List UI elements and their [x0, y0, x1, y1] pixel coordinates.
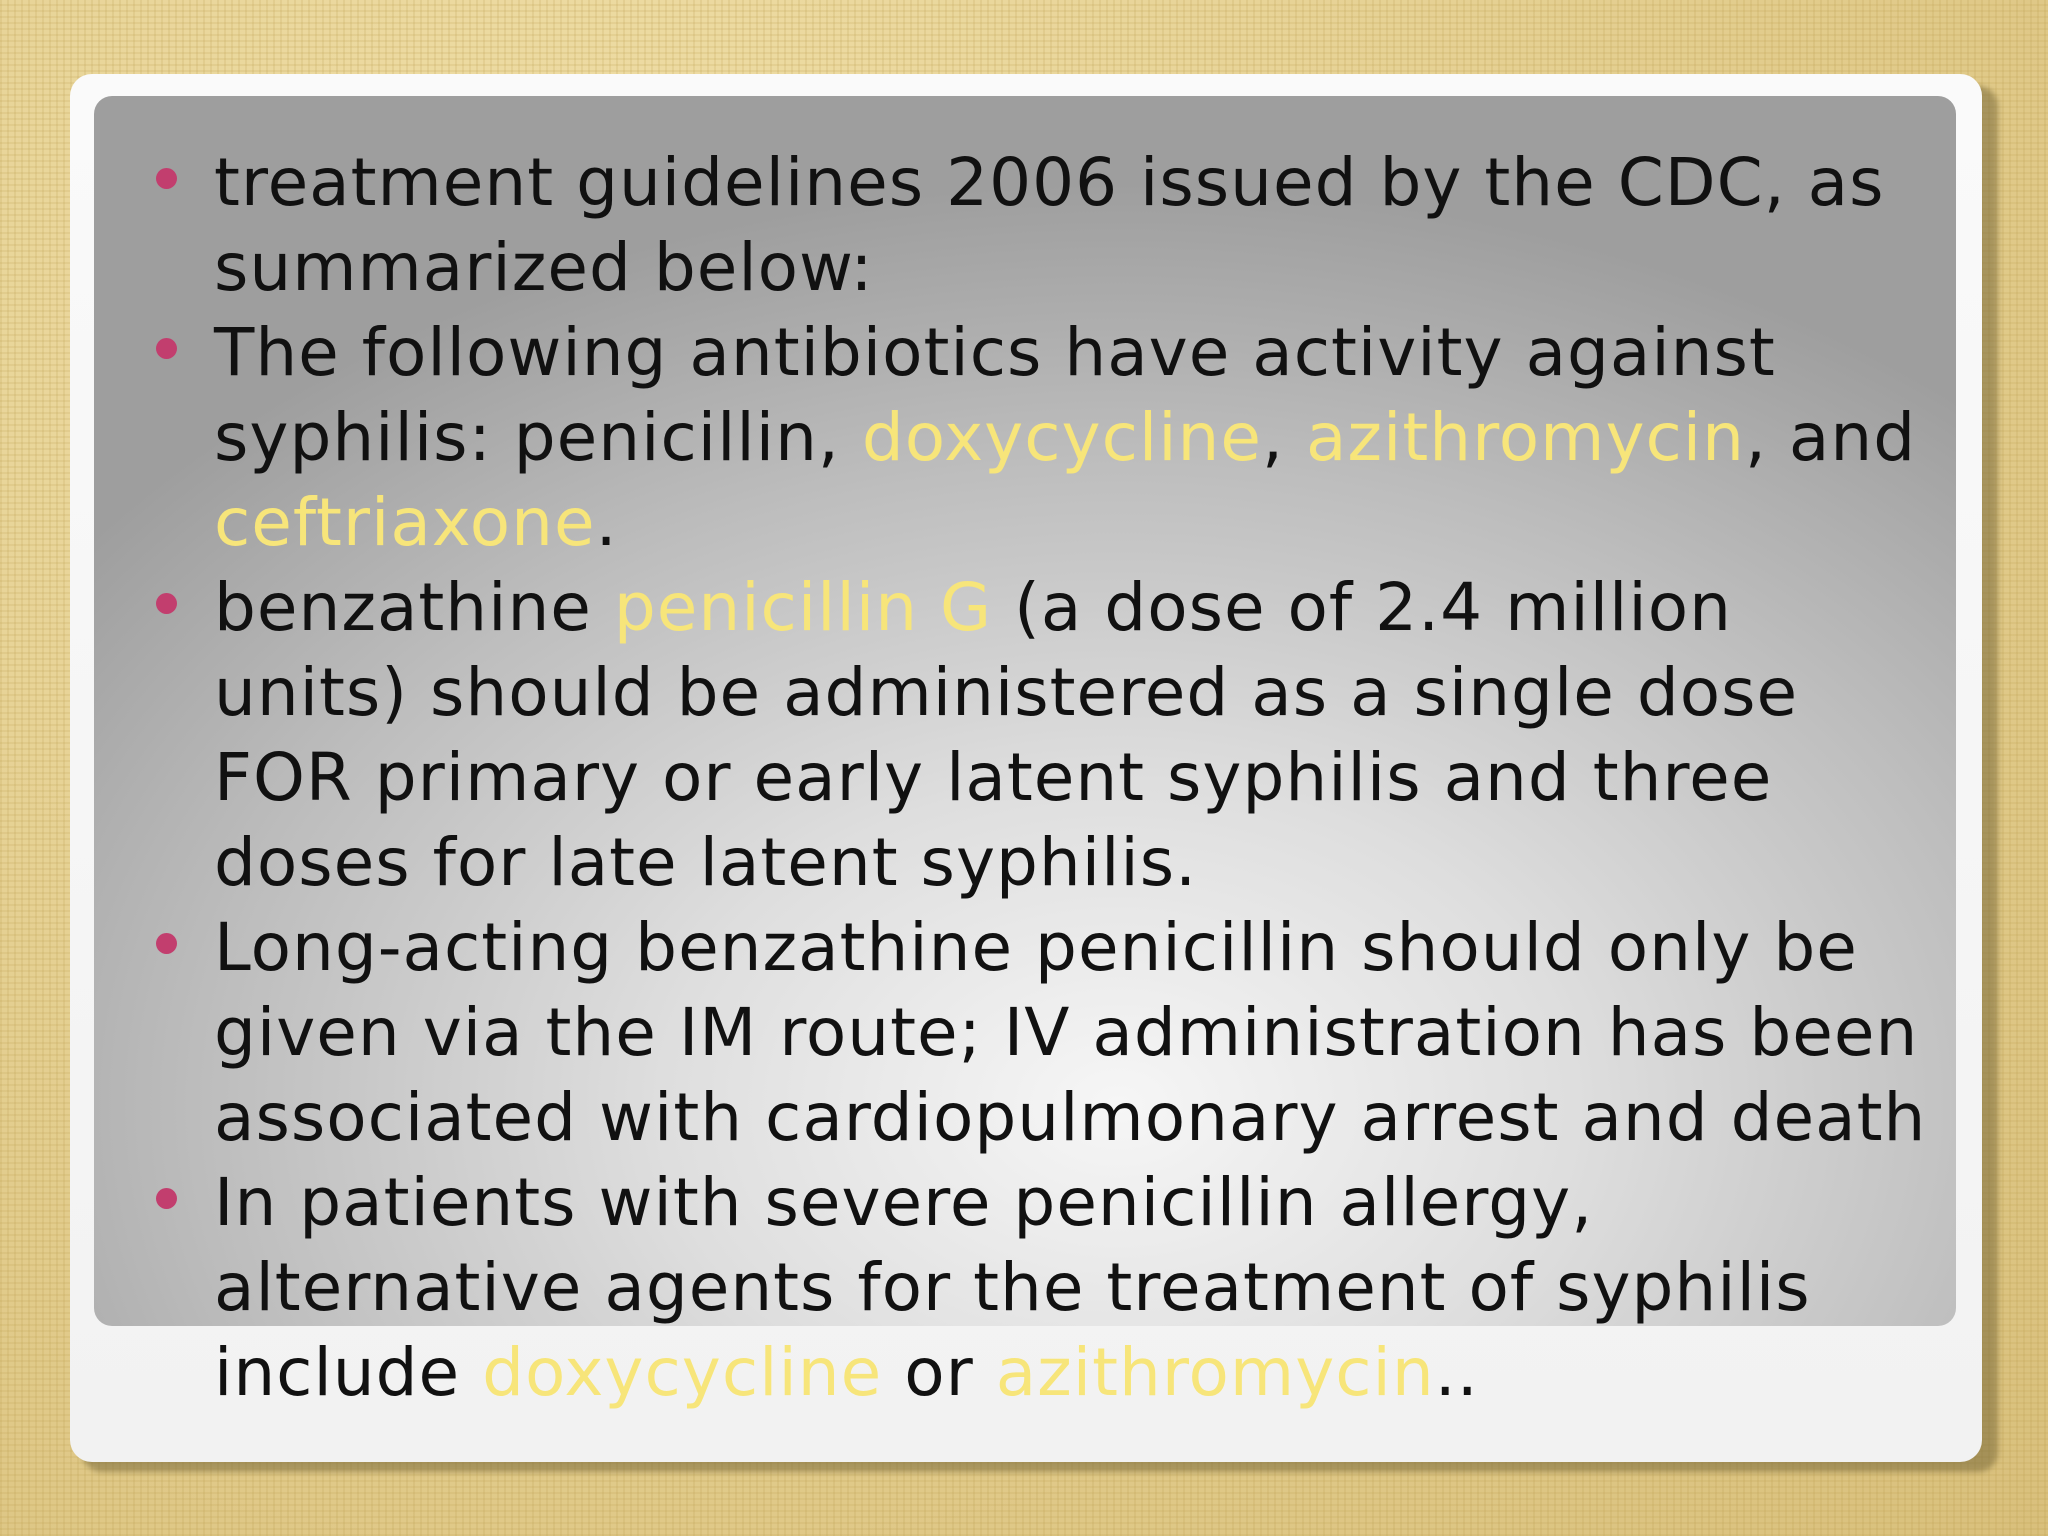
bullet-item-im-route — [150, 905, 1930, 1160]
bullet-text: .. — [1434, 1334, 1479, 1411]
bullet-text: benzathine — [214, 569, 614, 646]
bullet-dot-icon — [156, 1188, 177, 1209]
drug-name-highlight: penicillin G — [613, 569, 993, 646]
bullet-item-antibiotics — [150, 310, 1930, 565]
bullet-dot-icon — [156, 168, 177, 189]
bullet-text: The following antibiotics have activity against syphilis: penicillin, — [214, 314, 1776, 476]
bullet-text: (a dose of 2.4 million units) should be administered as a single dose FOR primary or early latent syphilis and three doses for late latent syphilis. — [214, 569, 1799, 901]
drug-name-highlight: azithromycin — [995, 1334, 1435, 1411]
bullet-dot-icon — [156, 338, 177, 359]
bullet-text: , — [1261, 399, 1306, 476]
bullet-text: Long-acting benzathine penicillin should only be given via the IM route; IV administration has been associated with cardiopulmonary arrest and death — [214, 909, 1927, 1156]
bullet-text: , and — [1744, 399, 1917, 476]
bullet-text: In patients with severe penicillin allergy, alternative agents for the treatment of syphilis include — [214, 1164, 1811, 1411]
bullet-text: . — [595, 484, 618, 561]
drug-name-highlight: ceftriaxone — [214, 484, 596, 561]
bullet-list — [150, 140, 1930, 1415]
bullet-dot-icon — [156, 933, 177, 954]
bullet-text: or — [882, 1334, 996, 1411]
bullet-item-penicillin-allergy — [150, 1160, 1930, 1415]
bullet-dot-icon — [156, 593, 177, 614]
drug-name-highlight: doxycycline — [482, 1334, 883, 1411]
bullet-item-benzathine-dose — [150, 565, 1930, 905]
bullet-item-cdc-guidelines — [150, 140, 1930, 310]
drug-name-highlight: doxycycline — [861, 399, 1262, 476]
drug-name-highlight: azithromycin — [1305, 399, 1745, 476]
bullet-text: treatment guidelines 2006 issued by the CDC, as summarized below: — [214, 144, 1885, 306]
